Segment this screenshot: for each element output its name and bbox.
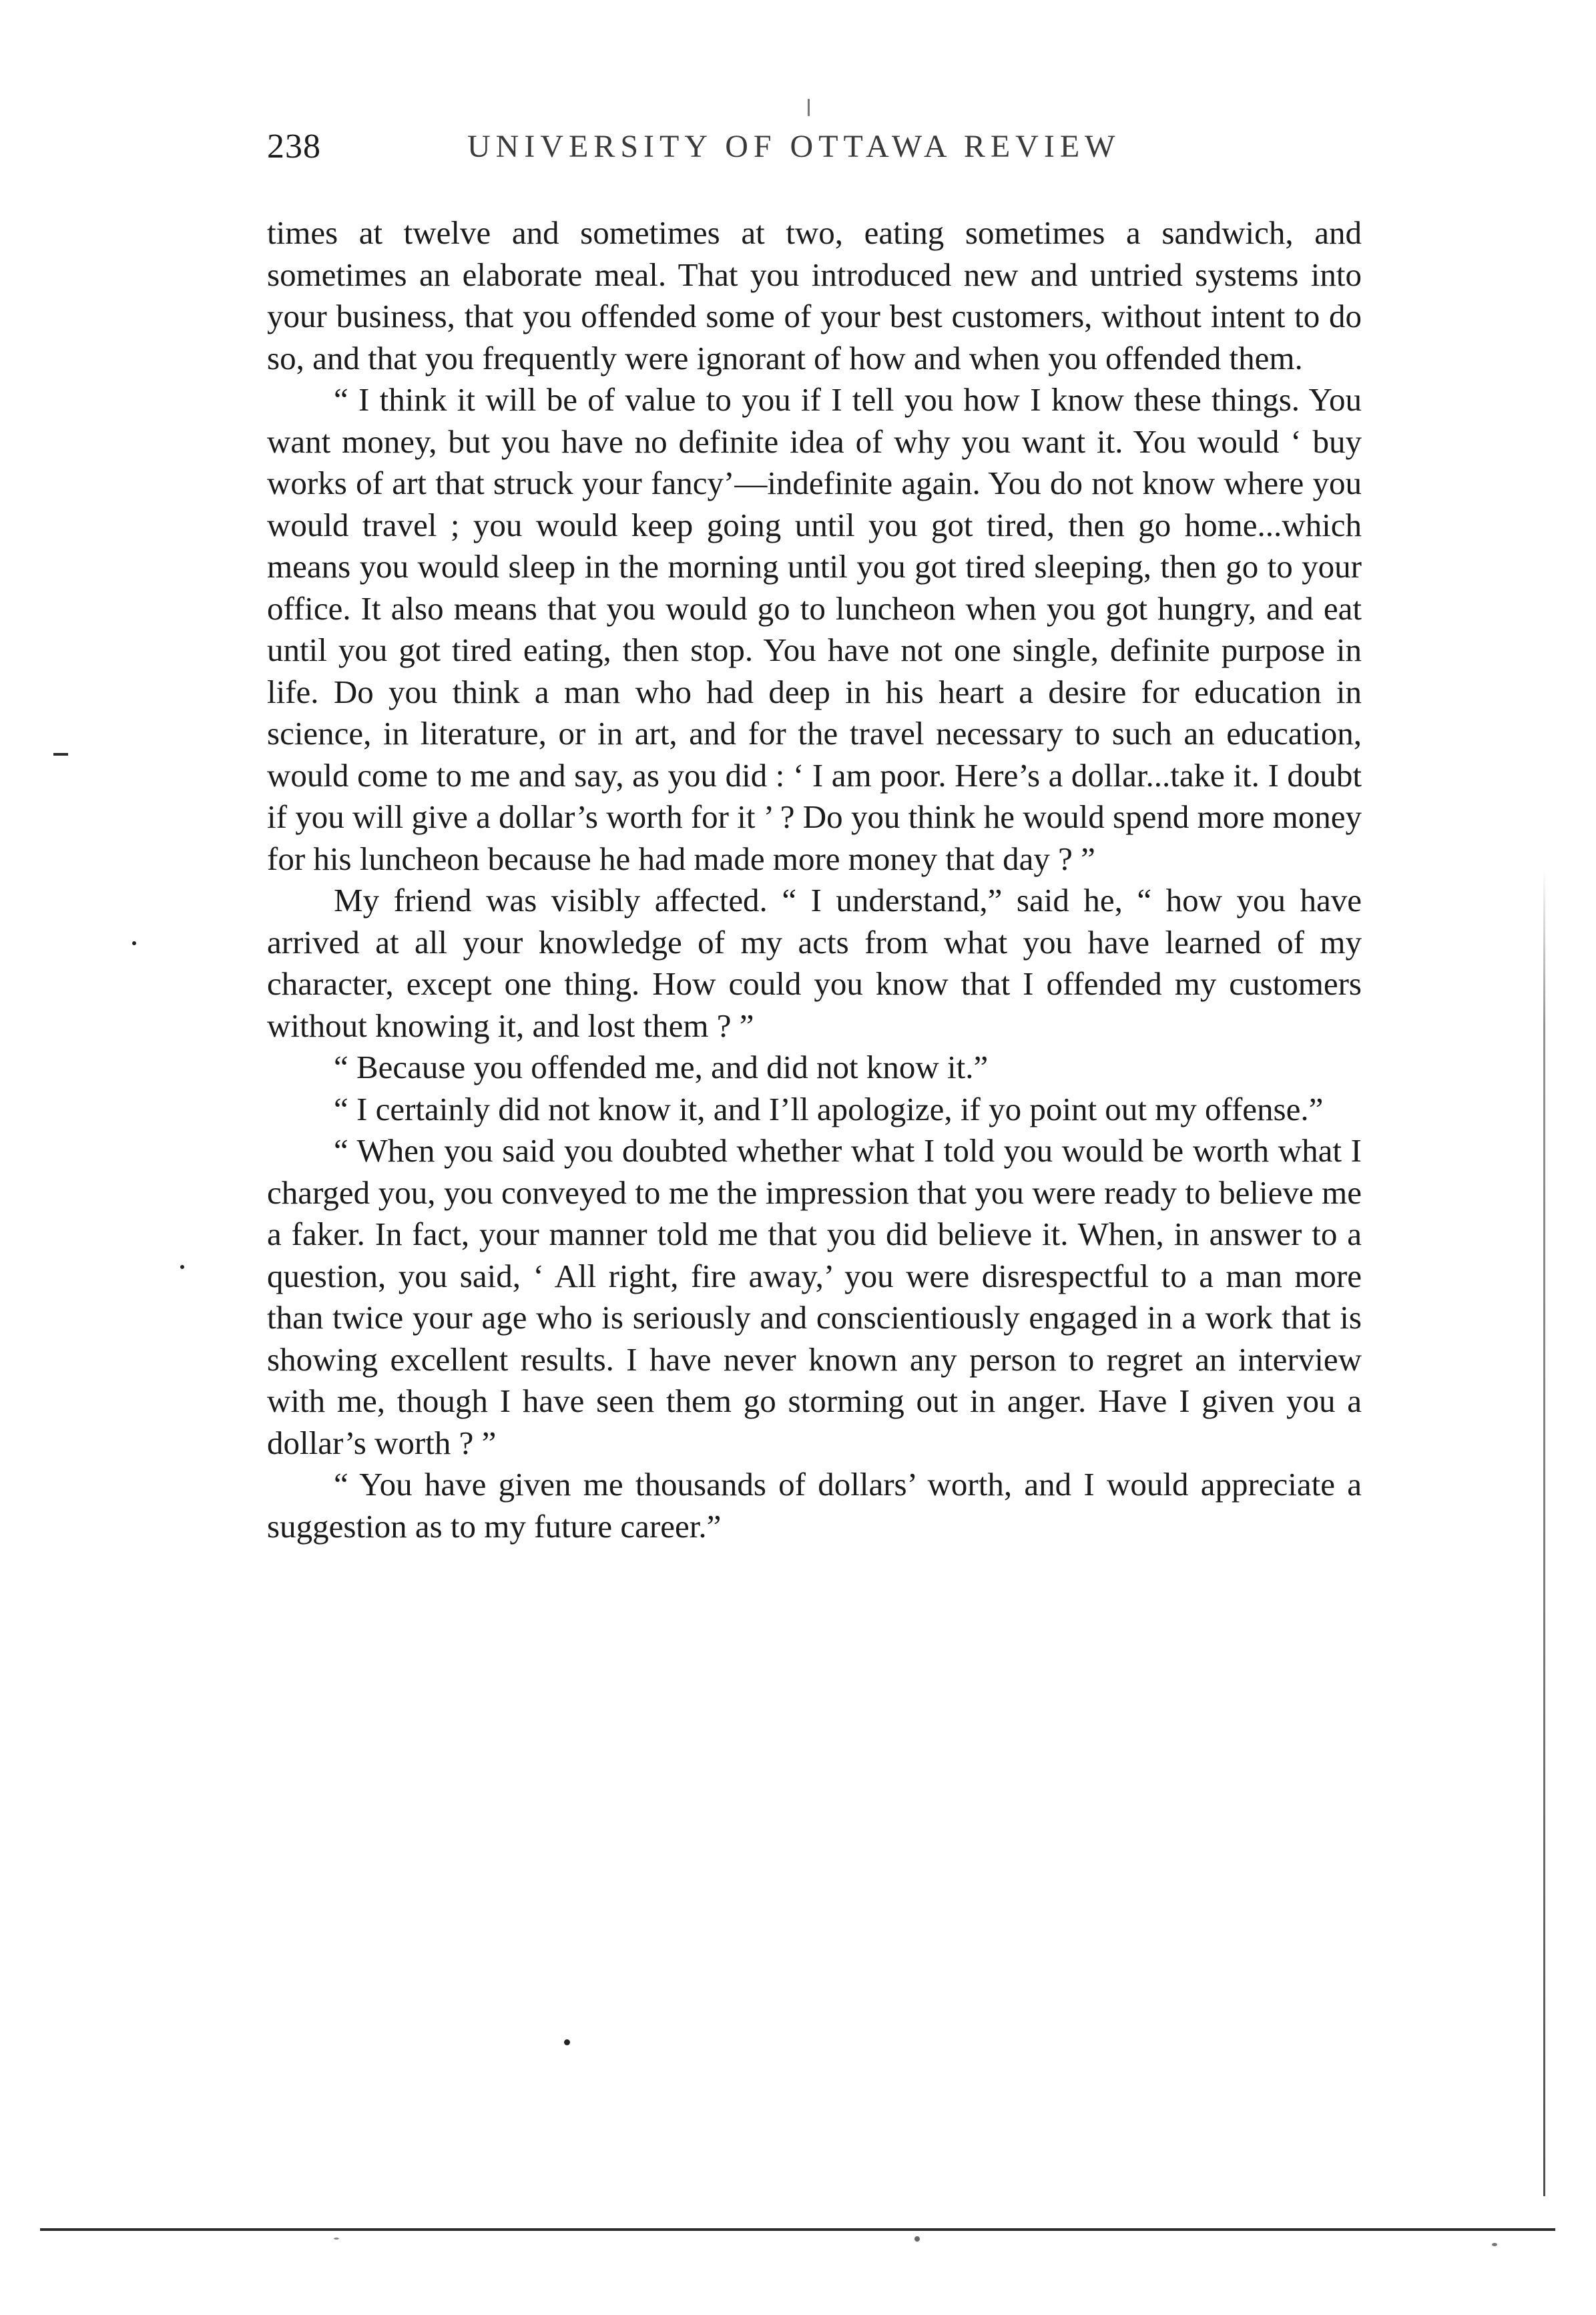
- paragraph: “ I think it will be of value to you if I tell you how I know these things. You want money, but you have no definite idea of why you want it. You would ‘ buy works of art that struck your fancy’—indefinite again. You do not know where you would travel ; you would keep going until you got tired, then go home...which means you would sleep in the morning until you got tired sleeping, then go to your office. It also means that you would go to luncheon when you got hungry, and eat until you got tired eating, then stop. You have not one single, definite purpose in life. Do you think a man who had deep in his heart a desire for education in science, in literature, or in art, and for the travel necessary to such an education, would come to me and say, as you did : ‘ I am poor. Here’s a dollar...take it. I doubt if you will give a dollar’s worth for it ’ ? Do you think he would spend more money for his luncheon because he had made more money that day ? ”: [267, 381, 1362, 877]
- scan-speck: [1492, 2243, 1497, 2246]
- page-number: 238: [267, 127, 321, 166]
- page-header: [267, 127, 1362, 180]
- paragraph: “ When you said you doubted whether what I told you would be worth what I charged you, you conveyed to me the impression that you were ready to believe me a faker. In fact, your manner told me that you did believe it. When, in answer to a question, you said, ‘ All right, fire away,’ you were disrespectful to a man more than twice your age who is seriously and conscientiously engaged in a work that is showing excellent results. I have never known any person to regret an interview with me, though I have seen them go storming out in anger. Have I given you a dollar’s worth ? ”: [267, 1132, 1362, 1461]
- scan-speck: [808, 99, 810, 116]
- paragraph: times at twelve and sometimes at two, eating sometimes a sandwich, and sometimes an elaborate meal. That you introduced new and untried systems into your business, that you offended some of your best customers, without intent to do so, and that you frequently were ignorant of how and when you offended them.: [267, 214, 1362, 376]
- scan-speck: [180, 1265, 184, 1269]
- scan-speck: [334, 2238, 339, 2240]
- scan-speck: [564, 2039, 570, 2045]
- paragraph: “ Because you offended me, and did not know it.”: [334, 1049, 989, 1085]
- paragraph: “ I certainly did not know it, and I’ll apologize, if yo point out my offense.”: [334, 1090, 1324, 1127]
- scan-speck: [132, 941, 136, 945]
- paragraph: “ You have given me thousands of dollars’ worth, and I would appreciate a suggestion as to my future career.”: [267, 1466, 1362, 1545]
- scan-speck: [914, 2236, 920, 2242]
- running-head: UNIVERSITY OF OTTAWA REVIEW: [467, 129, 1121, 164]
- body-text: [267, 212, 1362, 1547]
- scan-dash-mark: [53, 753, 68, 756]
- scan-page-edge: [1543, 868, 1545, 2196]
- paragraph: My friend was visibly affected. “ I understand,” said he, “ how you have arrived at all your knowledge of my acts from what you have learned of my character, except one thing. How could you know that I offended my customers without knowing it, and lost them ? ”: [267, 882, 1362, 1044]
- scan-bottom-rule: [40, 2228, 1555, 2231]
